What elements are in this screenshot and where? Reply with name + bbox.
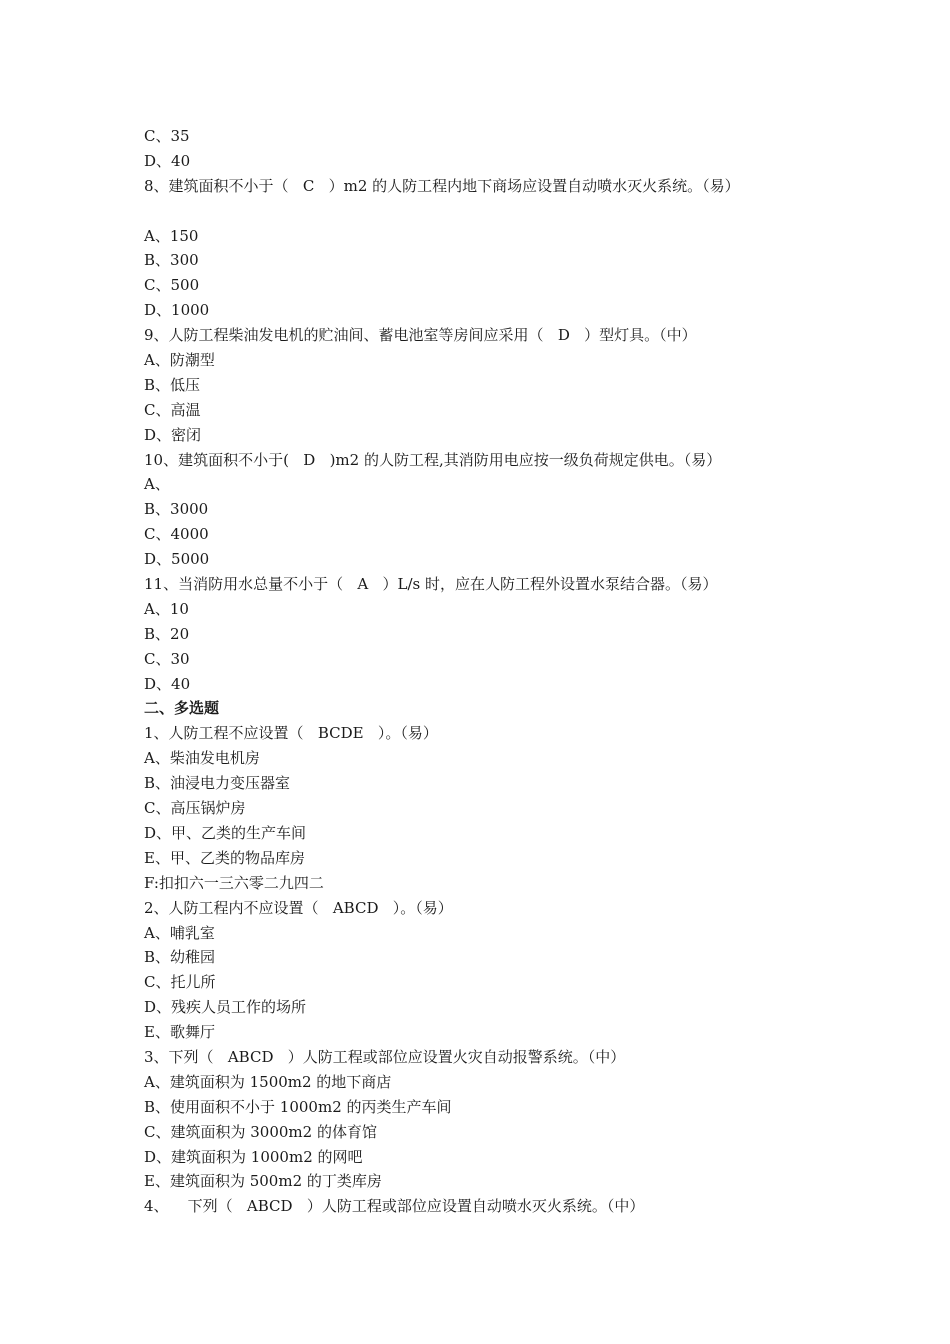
option-line: B、使用面积不小于 1000m2 的丙类生产车间: [144, 1097, 452, 1116]
question-line: 9、人防工程柴油发电机的贮油间、蓄电池室等房间应采用（ D ）型灯具。（中）: [144, 326, 697, 345]
question-line: 10、建筑面积不小于( D )m2 的人防工程,其消防用电应按一级负荷规定供电。（易）: [144, 450, 722, 469]
option-line: C、4000: [144, 525, 209, 544]
option-line: E、甲、乙类的物品库房: [144, 848, 305, 867]
option-line: D、甲、乙类的生产车间: [144, 823, 307, 842]
option-line: B、300: [144, 251, 199, 270]
option-line: A、哺乳室: [144, 923, 215, 942]
option-line: D、40: [144, 151, 191, 170]
option-line: B、20: [144, 624, 190, 643]
option-line: A、柴油发电机房: [144, 749, 260, 768]
option-line: C、35: [144, 127, 190, 145]
blank-line: [144, 199, 904, 224]
document-body: [144, 124, 904, 1219]
option-line: C、高压锅炉房: [144, 799, 246, 818]
option-line: D、5000: [144, 550, 210, 569]
option-line: D、密闭: [144, 425, 202, 444]
option-line: D、残疾人员工作的场所: [144, 998, 307, 1017]
option-line: A、150: [144, 226, 199, 245]
option-line: C、30: [144, 649, 190, 668]
option-line: B、油浸电力变压器室: [144, 774, 291, 793]
option-line: D、建筑面积为 1000m2 的网吧: [144, 1147, 363, 1166]
option-line: C、500: [144, 276, 200, 295]
option-line: A、10: [144, 599, 189, 618]
option-line: D、1000: [144, 301, 210, 320]
option-line: B、低压: [144, 375, 201, 394]
question-line: 4、 下列（ ABCD ）人防工程或部位应设置自动喷水灭火系统。（中）: [144, 1197, 645, 1216]
option-line: A、建筑面积为 1500m2 的地下商店: [144, 1072, 392, 1091]
question-line: 2、人防工程内不应设置（ ABCD ）。（易）: [144, 898, 453, 917]
option-line: A、: [144, 475, 170, 494]
option-line: B、幼稚园: [144, 948, 216, 967]
question-line: 3、下列（ ABCD ）人防工程或部位应设置火灾自动报警系统。（中）: [144, 1047, 626, 1066]
option-line: F:扣扣六一三六零二九四二: [144, 873, 324, 892]
option-line: C、高温: [144, 400, 201, 419]
option-line: C、托儿所: [144, 973, 216, 992]
question-line: 11、当消防用水总量不小于（ A ）L/s 时，应在人防工程外设置水泵结合器。（易）: [144, 575, 718, 594]
option-line: E、歌舞厅: [144, 1023, 215, 1042]
option-line: D、40: [144, 674, 191, 693]
question-line: 1、人防工程不应设置（ BCDE ）。（易）: [144, 724, 438, 743]
section-heading: 二、多选题: [144, 699, 220, 718]
option-line: B、3000: [144, 500, 209, 519]
question-line: 8、建筑面积不小于（ C ）m2 的人防工程内地下商场应设置自动喷水灭火系统。（易）: [144, 176, 740, 195]
option-line: C、建筑面积为 3000m2 的体育馆: [144, 1122, 377, 1141]
option-line: E、建筑面积为 500m2 的丁类库房: [144, 1172, 382, 1191]
option-line: A、防潮型: [144, 351, 215, 370]
